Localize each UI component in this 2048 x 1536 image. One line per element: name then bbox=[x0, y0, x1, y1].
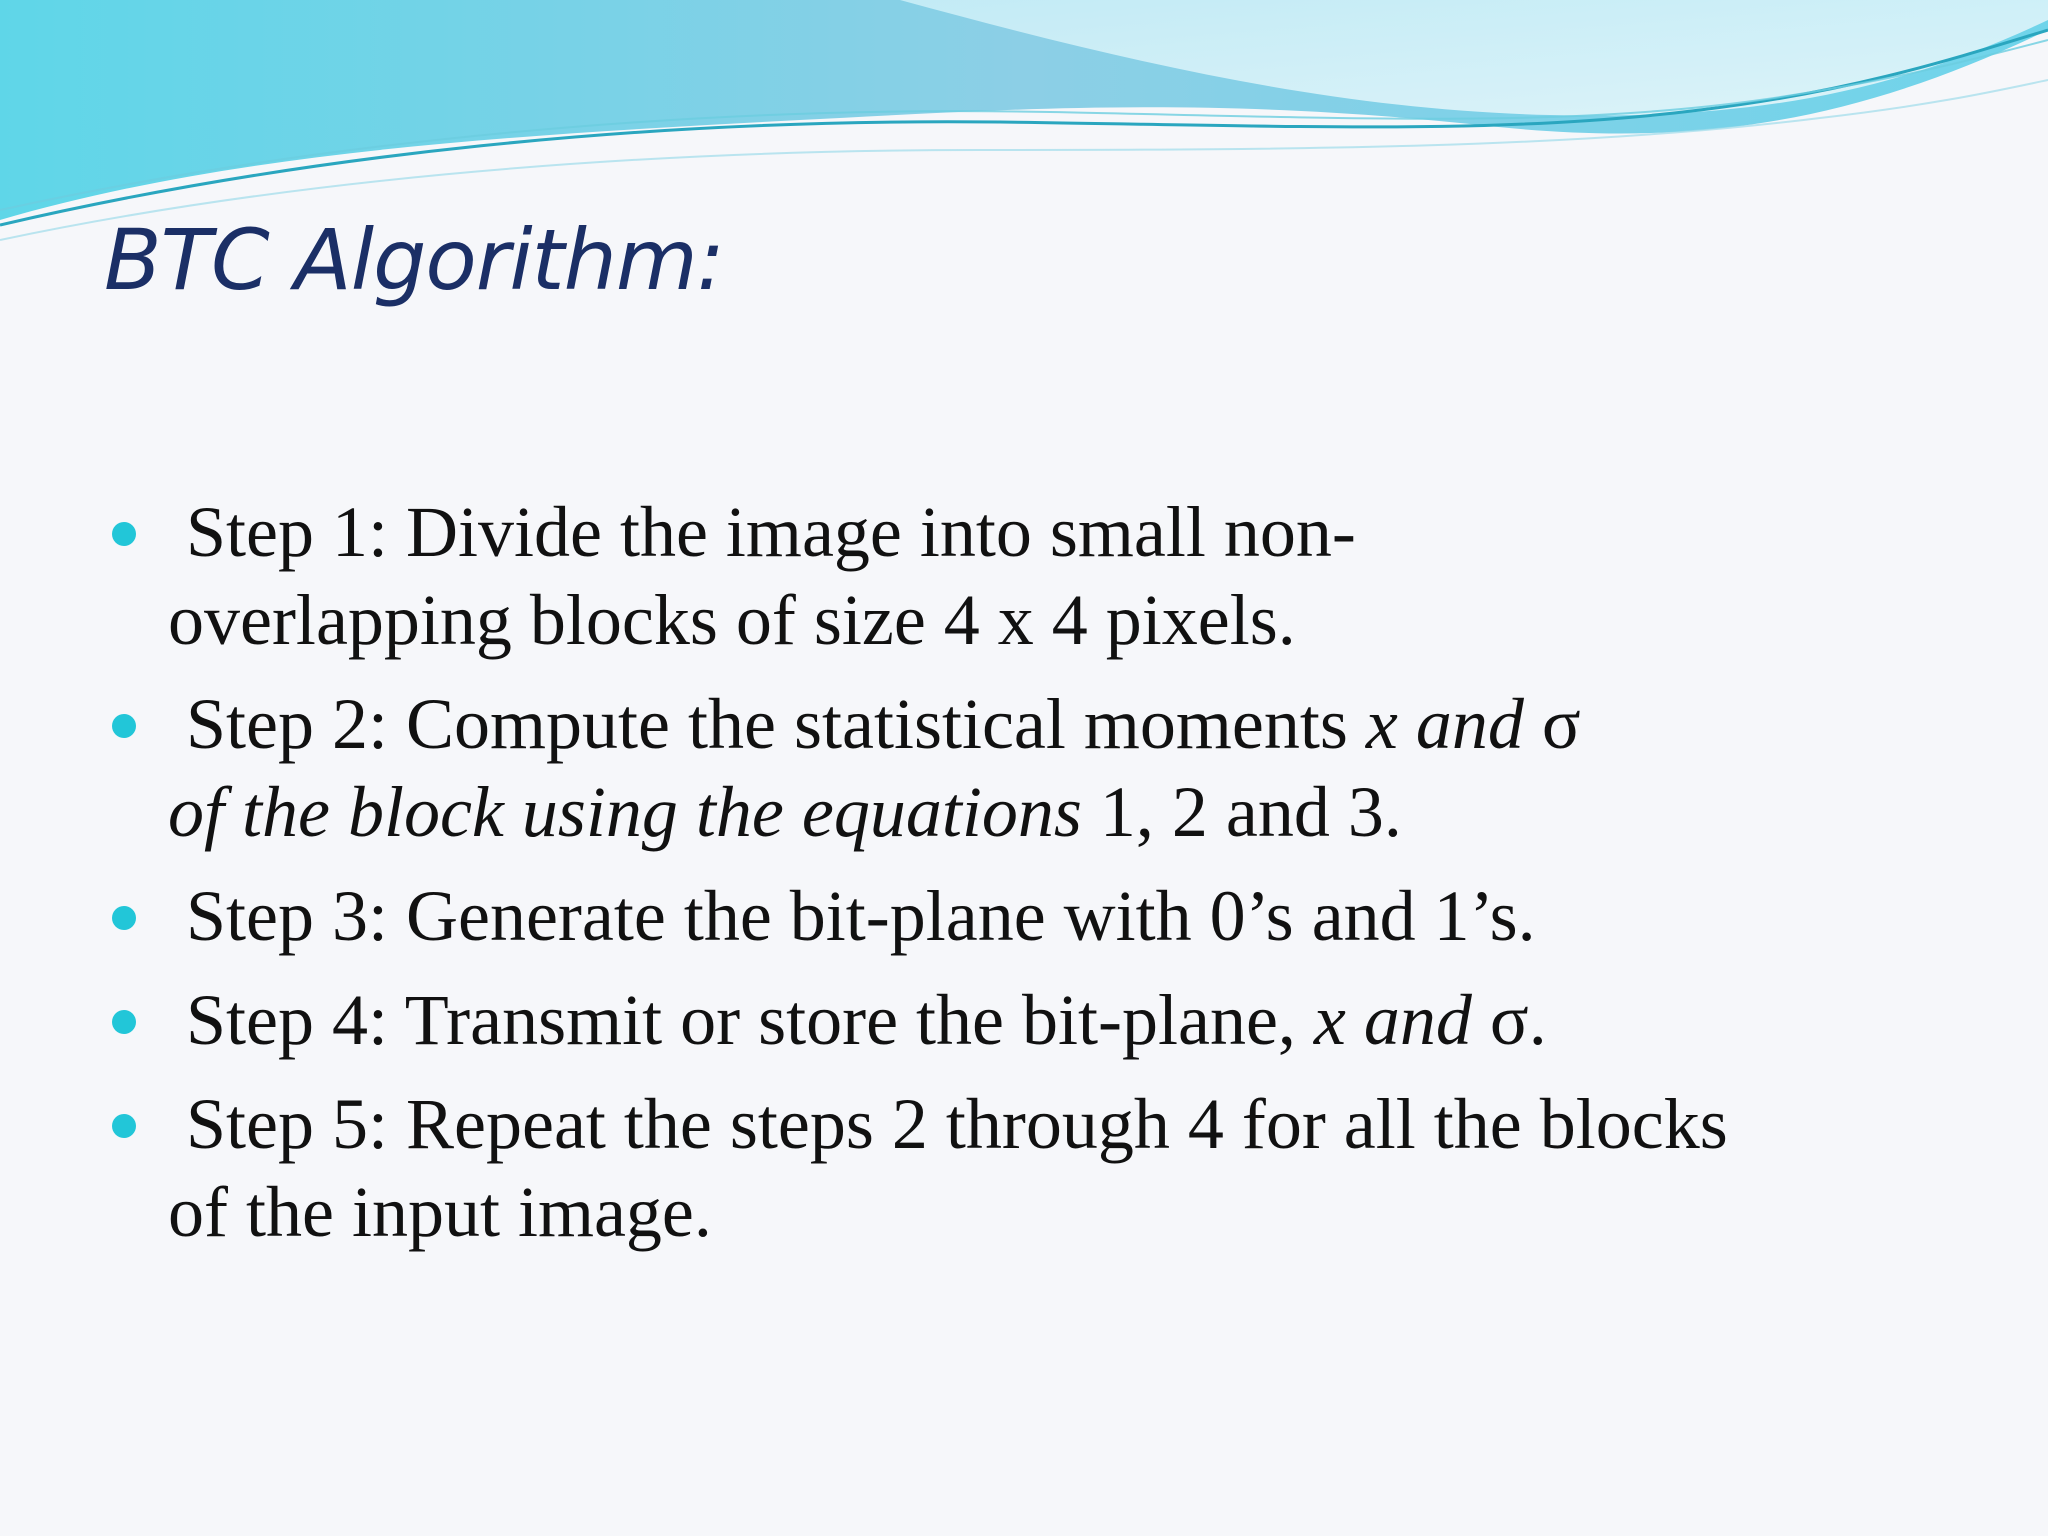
step-2-variables: x and bbox=[1365, 684, 1524, 764]
step-1-line-2: overlapping blocks of size 4 x 4 pixels. bbox=[168, 580, 1296, 660]
step-4-item bbox=[112, 976, 1942, 1064]
step-2-equations: 1, 2 and 3. bbox=[1081, 772, 1402, 852]
slide-title: BTC Algorithm: bbox=[104, 211, 724, 309]
step-4-text: Step 4: Transmit or store the bit-plane, bbox=[186, 980, 1314, 1060]
step-4-variables: x and bbox=[1313, 980, 1472, 1060]
step-5-item bbox=[112, 1080, 1942, 1256]
step-2-text: Step 2: Compute the statistical moments bbox=[186, 684, 1366, 764]
bullet-dot-icon bbox=[112, 714, 136, 738]
steps-list bbox=[112, 488, 1942, 1272]
step-2-line-1 bbox=[168, 680, 1942, 768]
step-2-line-2 bbox=[168, 768, 1942, 856]
step-3-line-1: Step 3: Generate the bit-plane with 0’s and 1’s. bbox=[186, 876, 1536, 956]
bullet-dot-icon bbox=[112, 906, 136, 930]
step-2-item bbox=[112, 680, 1942, 856]
bullet-dot-icon bbox=[112, 1010, 136, 1034]
step-2-sigma: σ bbox=[1523, 684, 1581, 764]
step-5-line-1: Step 5: Repeat the steps 2 through 4 for all the blocks bbox=[186, 1084, 1728, 1164]
bullet-dot-icon bbox=[112, 1114, 136, 1138]
step-1-item bbox=[112, 488, 1942, 664]
step-3-item bbox=[112, 872, 1942, 960]
step-2-italic-text: of the block using the equations bbox=[168, 772, 1082, 852]
bullet-dot-icon bbox=[112, 522, 136, 546]
step-4-sigma: σ. bbox=[1471, 980, 1547, 1060]
step-5-line-2: of the input image. bbox=[168, 1172, 712, 1252]
step-4-line-1 bbox=[168, 976, 1942, 1064]
step-1-line-1: Step 1: Divide the image into small non- bbox=[186, 492, 1356, 572]
